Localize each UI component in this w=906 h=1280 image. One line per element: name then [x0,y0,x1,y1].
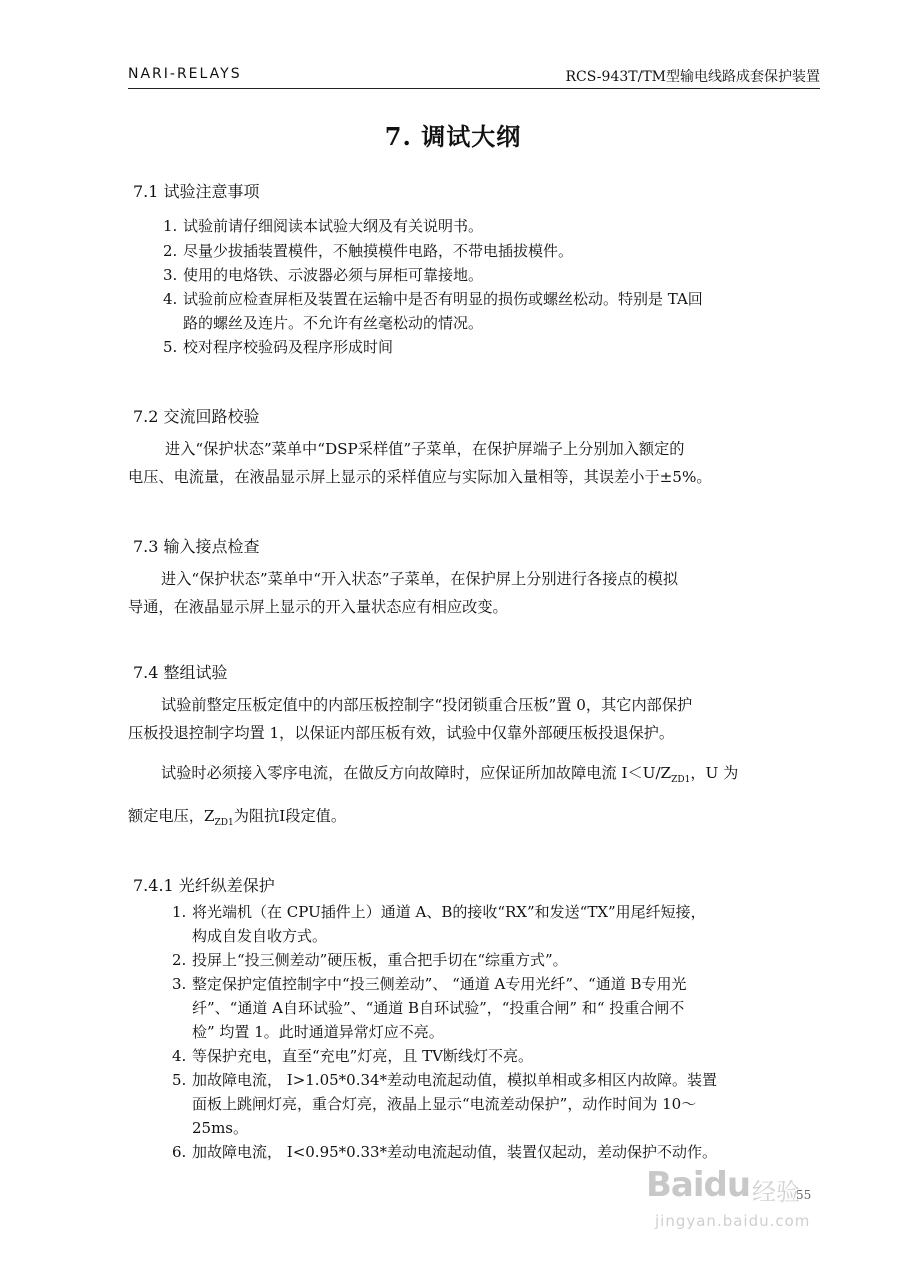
baidu-watermark-logo: Baidu [646,1165,751,1205]
list-item: 2. 投屏上“投三侧差动”硬压板，重合把手切在“综重方式”。 [172,951,568,969]
list-item: 5. 校对程序校验码及程序形成时间 [163,338,394,356]
list-item: 1. 将光端机（在 CPU插件上）通道 A、B的接收“RX”和发送“TX”用尾纤短接， [172,903,706,921]
list-item-continued: 25ms。 [192,1119,249,1137]
paragraph-line: 额定电压，$Z_{ZD1}$为阻抗Ⅰ段定值。 [128,807,347,829]
list-item-continued: 面板上跳闸灯亮，重合灯亮，液晶上显示“电流差动保护”，动作时间为 10～ [192,1095,697,1113]
list-item-continued: 纤”、“通道 A自环试验”、“通道 B自环试验”，“投重合闸” 和“ 投重合闸不 [192,999,685,1017]
list-item: 3. 整定保护定值控制字中“投三侧差动”、 “通道 A专用光纤”、“通道 B专用光 [172,975,687,993]
watermark-cn-text: 经验 [752,1178,800,1206]
list-item-continued: 检” 均置 1。此时通道异常灯应不亮。 [192,1023,444,1041]
section-7-3-heading: 7.3 输入接点检查 [133,537,260,556]
list-item: 4. 试验前应检查屏柜及装置在运输中是否有明显的损伤或螺丝松动。特别是 TA回 [163,290,703,308]
paragraph-line: 试验时必须接入零序电流，在做反方向故障时，应保证所加故障电流 $I<U/Z_{ZD1}$，U 为 [161,764,739,786]
header-left: NARI-RELAYS [128,66,242,82]
paragraph-line: 进入“保护状态”菜单中“开入状态”子菜单，在保护屏上分别进行各接点的模拟 [161,570,679,588]
header-rule [128,88,820,89]
section-7-4-1-heading: 7.4.1 光纤纵差保护 [133,876,275,895]
page-title: 7. 调试大纲 [384,122,522,151]
list-item: 1. 试验前请仔细阅读本试验大纲及有关说明书。 [163,217,484,235]
list-item: 5. 加故障电流， I>1.05*0.34*差动电流起动值，模拟单相或多相区内故障。装置 [172,1071,718,1089]
paragraph-line: 压板投退控制字均置 1，以保证内部压板有效，试验中仅靠外部硬压板投退保护。 [128,724,675,742]
watermark-url: jingyan.baidu.com [655,1212,811,1230]
list-item: 3. 使用的电烙铁、示波器必须与屏柜可靠接地。 [163,266,484,284]
header-right: RCS-943T/TM型输电线路成套保护装置 [565,69,820,85]
paragraph-line: 电压、电流量，在液晶显示屏上显示的采样值应与实际加入量相等，其误差小于±5%。 [128,468,712,486]
list-item: 6. 加故障电流， I<0.95*0.33*差动电流起动值，装置仅起动，差动保护不动作。 [172,1143,718,1161]
paragraph-line: 导通，在液晶显示屏上显示的开入量状态应有相应改变。 [128,598,508,616]
section-7-4-heading: 7.4 整组试验 [133,663,228,682]
list-item-continued: 路的螺丝及连片。不允许有丝毫松动的情况。 [183,314,484,332]
paragraph-line: 试验前整定压板定值中的内部压板控制字“投闭锁重合压板”置 0，其它内部保护 [161,696,693,714]
list-item-continued: 构成自发自收方式。 [192,927,328,945]
paragraph-line: 进入“保护状态”菜单中“DSP采样值”子菜单，在保护屏端子上分别加入额定的 [165,440,685,458]
section-7-1-heading: 7.1 试验注意事项 [133,182,260,201]
list-item: 2. 尽量少拔插装置模件，不触摸模件电路，不带电插拔模件。 [163,242,574,260]
list-item: 4. 等保护充电，直至“充电”灯亮，且 TV断线灯不亮。 [172,1047,533,1065]
section-7-2-heading: 7.2 交流回路校验 [133,407,260,426]
page-number: 55 [796,1188,812,1202]
